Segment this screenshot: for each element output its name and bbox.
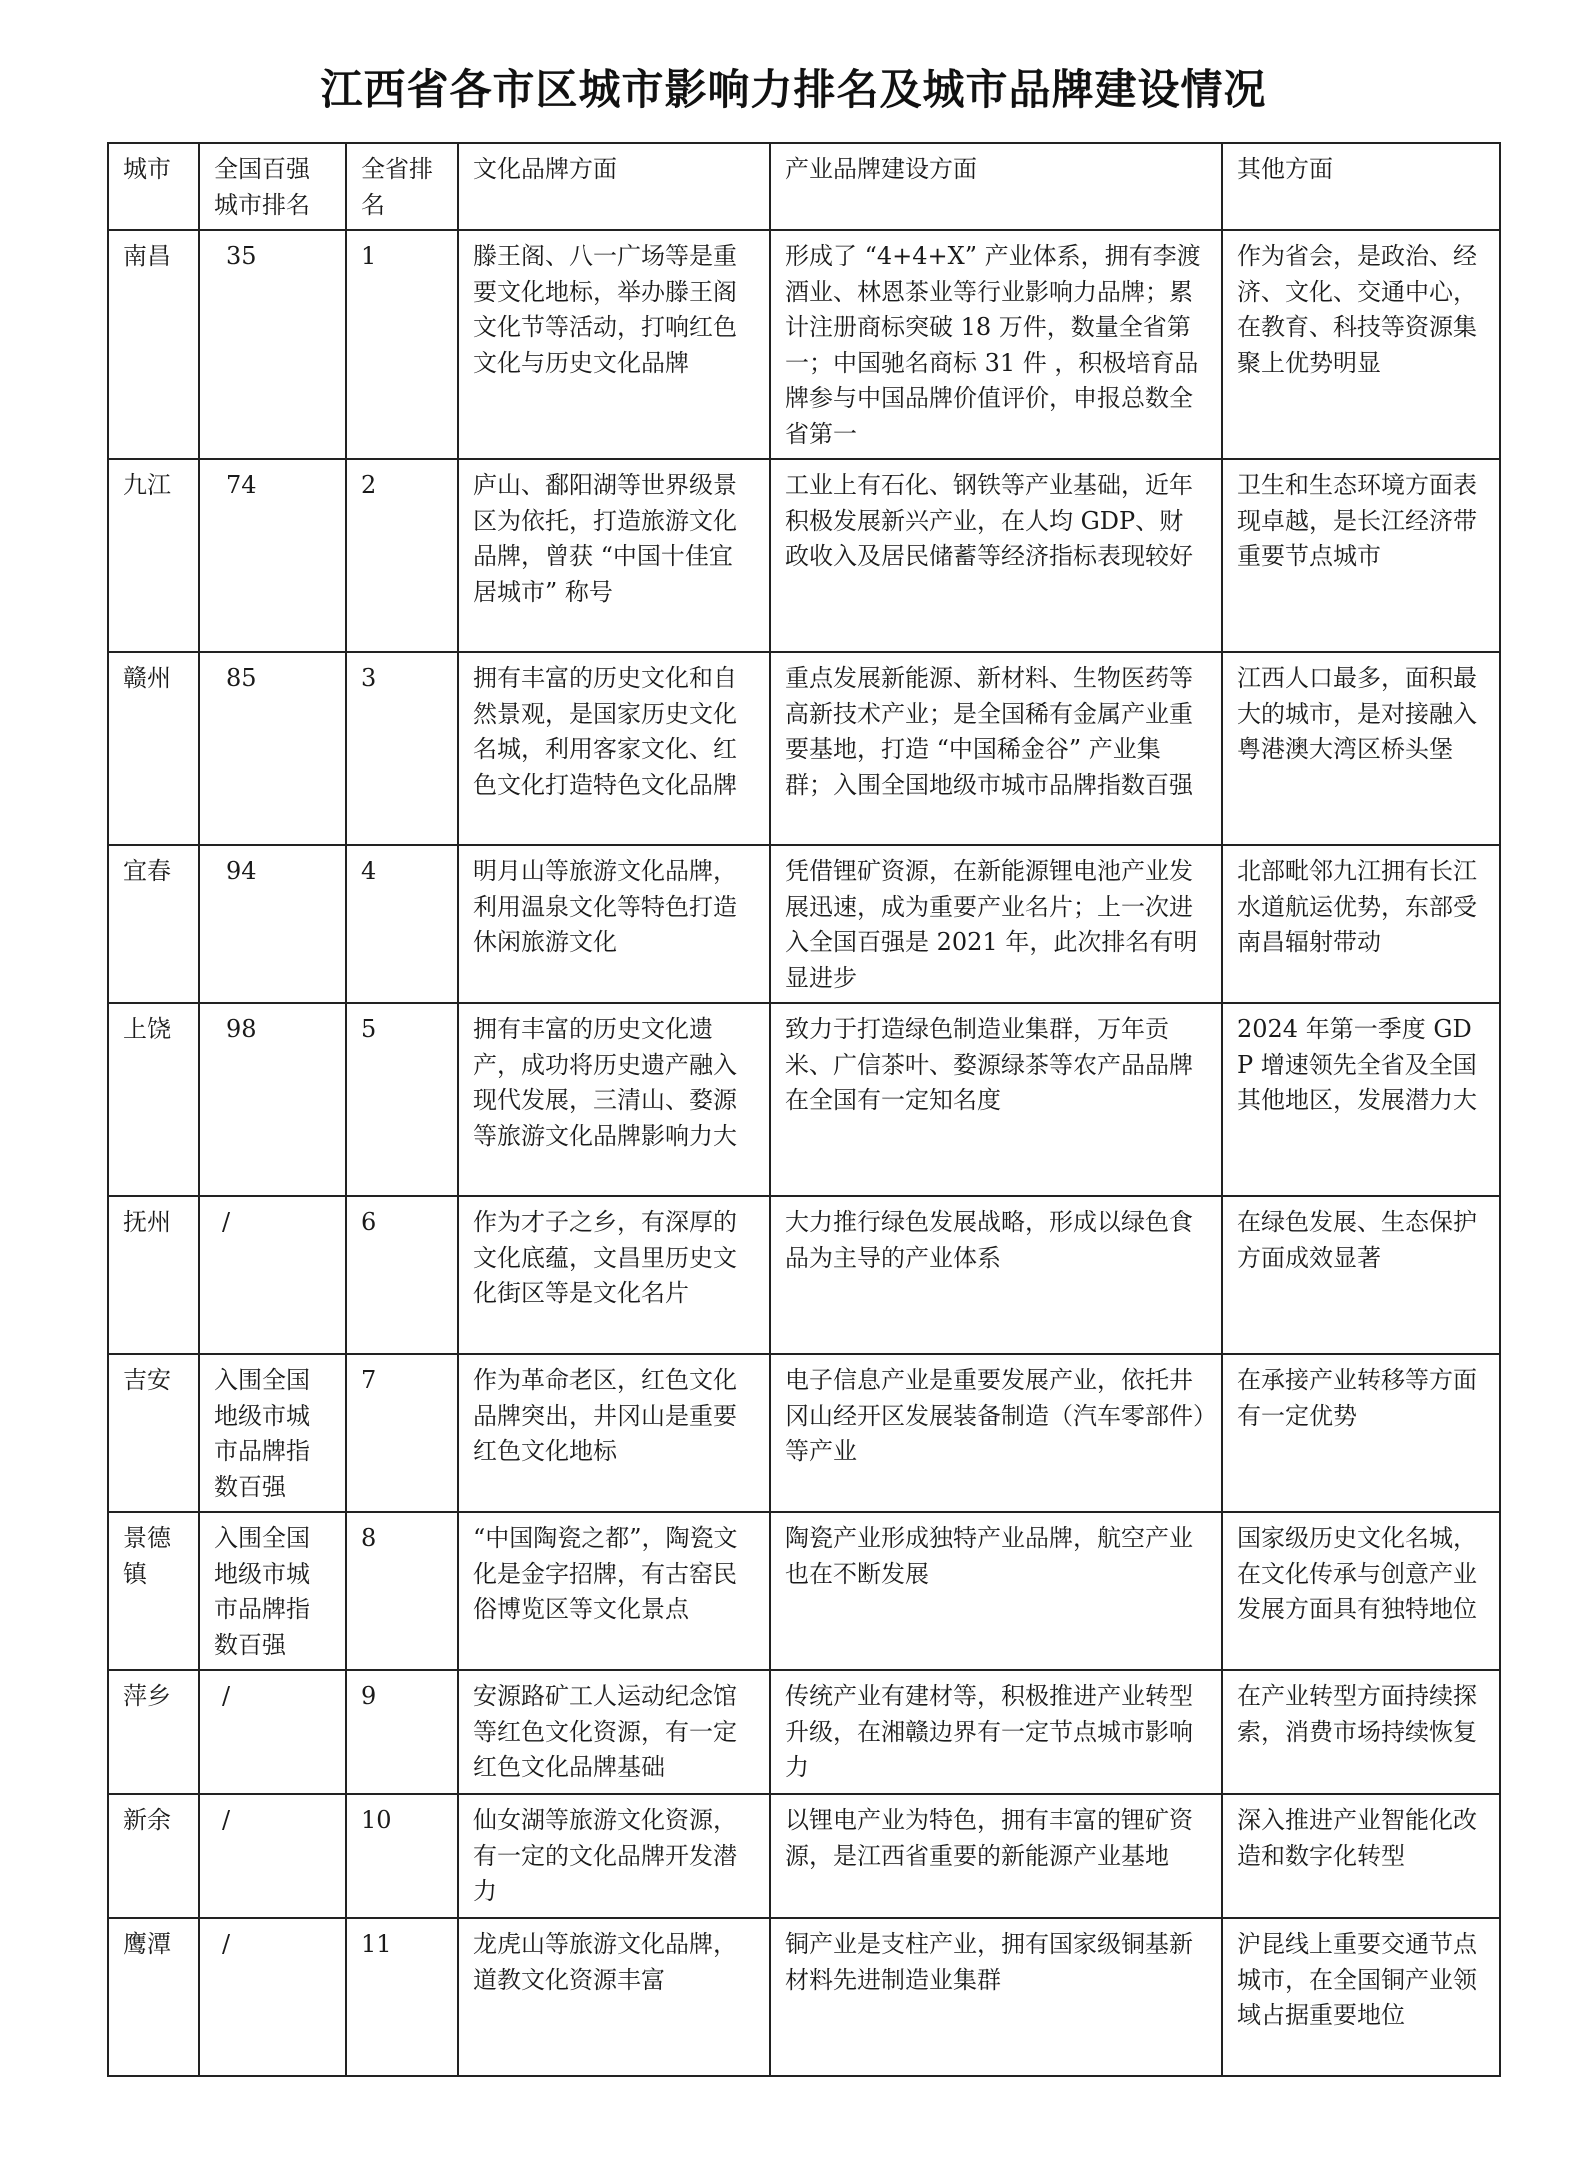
- cell-industry: 工业上有石化、钢铁等产业基础，近年积极发展新兴产业，在人均 GDP、财政收入及居民储蓄等经济指标表现较好: [770, 459, 1222, 652]
- cell-city: 萍乡: [108, 1670, 199, 1794]
- cell-province-rank: 9: [346, 1670, 458, 1794]
- table-row: [108, 652, 1500, 845]
- page-title: 江西省各市区城市影响力排名及城市品牌建设情况: [320, 65, 1267, 114]
- table-row: [108, 1670, 1500, 1794]
- cell-industry: 重点发展新能源、新材料、生物医药等高新技术产业；是全国稀有金属产业重要基地，打造 “中国稀金谷” 产业集群；入围全国地级市城市品牌指数百强: [770, 652, 1222, 845]
- cell-city: 宜春: [108, 845, 199, 1003]
- cell-national-rank: 74: [199, 459, 346, 652]
- cell-culture: 庐山、鄱阳湖等世界级景区为依托，打造旅游文化品牌，曾获 “中国十佳宜居城市” 称号: [458, 459, 770, 652]
- cell-other: 在产业转型方面持续探索，消费市场持续恢复: [1222, 1670, 1500, 1794]
- cell-province-rank: 3: [346, 652, 458, 845]
- cell-province-rank: 2: [346, 459, 458, 652]
- header-culture: 文化品牌方面: [458, 143, 770, 230]
- table-row: [108, 845, 1500, 1003]
- cell-industry: 陶瓷产业形成独特产业品牌，航空产业也在不断发展: [770, 1512, 1222, 1670]
- cell-city: 抚州: [108, 1196, 199, 1354]
- cell-province-rank: 11: [346, 1918, 458, 2076]
- table-row: [108, 1354, 1500, 1512]
- cell-province-rank: 1: [346, 230, 458, 459]
- header-other: 其他方面: [1222, 143, 1500, 230]
- cell-other: 沪昆线上重要交通节点城市，在全国铜产业领域占据重要地位: [1222, 1918, 1500, 2076]
- cell-other: 北部毗邻九江拥有长江水道航运优势，东部受南昌辐射带动: [1222, 845, 1500, 1003]
- city-ranking-table: [107, 142, 1501, 2077]
- cell-other: 2024 年第一季度 GDP 增速领先全省及全国其他地区，发展潜力大: [1222, 1003, 1500, 1196]
- cell-city: 南昌: [108, 230, 199, 459]
- cell-national-rank: /: [199, 1794, 346, 1918]
- cell-province-rank: 8: [346, 1512, 458, 1670]
- cell-industry: 铜产业是支柱产业，拥有国家级铜基新材料先进制造业集群: [770, 1918, 1222, 2076]
- cell-other: 在承接产业转移等方面有一定优势: [1222, 1354, 1500, 1512]
- table-row: [108, 1918, 1500, 2076]
- cell-national-rank: 入围全国地级市城市品牌指数百强: [199, 1354, 346, 1512]
- cell-other: 作为省会，是政治、经济、文化、交通中心，在教育、科技等资源集聚上优势明显: [1222, 230, 1500, 459]
- cell-other: 国家级历史文化名城，在文化传承与创意产业发展方面具有独特地位: [1222, 1512, 1500, 1670]
- cell-national-rank: /: [199, 1918, 346, 2076]
- cell-other: 深入推进产业智能化改造和数字化转型: [1222, 1794, 1500, 1918]
- cell-national-rank: /: [199, 1196, 346, 1354]
- table-header-row: [108, 143, 1500, 230]
- cell-national-rank: 98: [199, 1003, 346, 1196]
- cell-national-rank: 入围全国地级市城市品牌指数百强: [199, 1512, 346, 1670]
- cell-industry: 形成了 “4+4+X” 产业体系，拥有李渡酒业、林恩茶业等行业影响力品牌；累计注册商标突破 18 万件，数量全省第一；中国驰名商标 31 件 ，积极培育品牌参与中国品牌价值评价，申报总数全省第一: [770, 230, 1222, 459]
- cell-culture: “中国陶瓷之都”，陶瓷文化是金字招牌，有古窑民俗博览区等文化景点: [458, 1512, 770, 1670]
- cell-province-rank: 10: [346, 1794, 458, 1918]
- table-row: [108, 459, 1500, 652]
- cell-province-rank: 5: [346, 1003, 458, 1196]
- cell-national-rank: 85: [199, 652, 346, 845]
- header-national-rank: 全国百强城市排名: [199, 143, 346, 230]
- cell-culture: 拥有丰富的历史文化和自然景观，是国家历史文化名城，利用客家文化、红色文化打造特色文化品牌: [458, 652, 770, 845]
- cell-city: 新余: [108, 1794, 199, 1918]
- cell-industry: 传统产业有建材等，积极推进产业转型升级，在湘赣边界有一定节点城市影响力: [770, 1670, 1222, 1794]
- cell-culture: 作为革命老区，红色文化品牌突出，井冈山是重要红色文化地标: [458, 1354, 770, 1512]
- cell-culture: 拥有丰富的历史文化遗产，成功将历史遗产融入现代发展，三清山、婺源等旅游文化品牌影响力大: [458, 1003, 770, 1196]
- cell-other: 江西人口最多，面积最大的城市，是对接融入粤港澳大湾区桥头堡: [1222, 652, 1500, 845]
- cell-industry: 大力推行绿色发展战略，形成以绿色食品为主导的产业体系: [770, 1196, 1222, 1354]
- cell-culture: 仙女湖等旅游文化资源，有一定的文化品牌开发潜力: [458, 1794, 770, 1918]
- cell-industry: 以锂电产业为特色，拥有丰富的锂矿资源，是江西省重要的新能源产业基地: [770, 1794, 1222, 1918]
- cell-city: 上饶: [108, 1003, 199, 1196]
- table-row: [108, 1003, 1500, 1196]
- cell-culture: 作为才子之乡，有深厚的文化底蕴，文昌里历史文化街区等是文化名片: [458, 1196, 770, 1354]
- cell-city: 九江: [108, 459, 199, 652]
- header-province-rank: 全省排名: [346, 143, 458, 230]
- cell-culture: 滕王阁、八一广场等是重要文化地标，举办滕王阁文化节等活动，打响红色文化与历史文化品牌: [458, 230, 770, 459]
- cell-city: 景德镇: [108, 1512, 199, 1670]
- header-industry: 产业品牌建设方面: [770, 143, 1222, 230]
- cell-culture: 龙虎山等旅游文化品牌，道教文化资源丰富: [458, 1918, 770, 2076]
- cell-city: 赣州: [108, 652, 199, 845]
- cell-national-rank: /: [199, 1670, 346, 1794]
- cell-other: 在绿色发展、生态保护方面成效显著: [1222, 1196, 1500, 1354]
- cell-culture: 明月山等旅游文化品牌，利用温泉文化等特色打造休闲旅游文化: [458, 845, 770, 1003]
- cell-national-rank: 94: [199, 845, 346, 1003]
- cell-industry: 电子信息产业是重要发展产业，依托井冈山经开区发展装备制造（汽车零部件）等产业: [770, 1354, 1222, 1512]
- cell-industry: 致力于打造绿色制造业集群，万年贡米、广信茶叶、婺源绿茶等农产品品牌在全国有一定知名度: [770, 1003, 1222, 1196]
- cell-city: 鹰潭: [108, 1918, 199, 2076]
- table-row: [108, 230, 1500, 459]
- cell-province-rank: 7: [346, 1354, 458, 1512]
- cell-other: 卫生和生态环境方面表现卓越，是长江经济带重要节点城市: [1222, 459, 1500, 652]
- cell-city: 吉安: [108, 1354, 199, 1512]
- cell-national-rank: 35: [199, 230, 346, 459]
- table-row: [108, 1196, 1500, 1354]
- header-city: 城市: [108, 143, 199, 230]
- table-row: [108, 1512, 1500, 1670]
- table-row: [108, 1794, 1500, 1918]
- cell-industry: 凭借锂矿资源，在新能源锂电池产业发展迅速，成为重要产业名片；上一次进入全国百强是 2021 年，此次排名有明显进步: [770, 845, 1222, 1003]
- cell-province-rank: 6: [346, 1196, 458, 1354]
- cell-culture: 安源路矿工人运动纪念馆等红色文化资源，有一定红色文化品牌基础: [458, 1670, 770, 1794]
- cell-province-rank: 4: [346, 845, 458, 1003]
